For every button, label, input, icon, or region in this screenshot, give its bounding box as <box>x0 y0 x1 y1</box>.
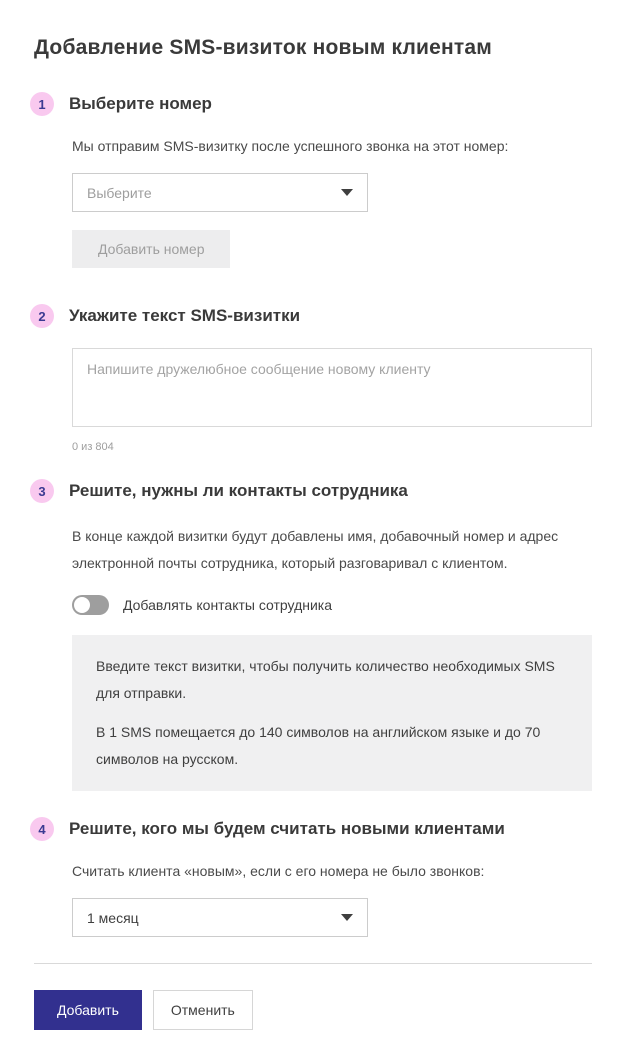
employee-contacts-toggle[interactable] <box>72 595 109 615</box>
step-4-description: Считать клиента «новым», если с его номера не было звонков: <box>72 863 485 879</box>
info-paragraph: В 1 SMS помещается до 140 символов на английском языке и до 70 символов на русском. <box>96 724 541 767</box>
step-employee-contacts <box>34 479 592 791</box>
step-new-client-definition <box>34 817 592 937</box>
sms-text-input[interactable] <box>72 348 592 427</box>
step-4-badge: 4 <box>30 817 54 841</box>
chevron-down-icon <box>341 189 353 196</box>
chevron-down-icon <box>341 914 353 921</box>
employee-contacts-toggle-label: Добавлять контакты сотрудника <box>123 597 333 613</box>
step-1-title: Выберите номер <box>69 94 212 113</box>
step-1-header <box>30 92 592 116</box>
step-4-header <box>30 817 592 841</box>
step-2-header <box>30 304 592 328</box>
step-sms-text <box>34 304 592 453</box>
step-3-title: Решите, нужны ли контакты сотрудника <box>69 481 408 500</box>
step-3-description: В конце каждой визитки будут добавлены имя, добавочный номер и адрес электронной почты сотрудника, который разговаривал с клиентом. <box>72 528 559 571</box>
info-paragraph: Введите текст визитки, чтобы получить количество необходимых SMS для отправки. <box>96 658 555 701</box>
step-1-badge: 1 <box>30 92 54 116</box>
number-select[interactable] <box>72 173 368 212</box>
sms-count-info-box <box>72 635 592 791</box>
toggle-knob <box>74 597 90 613</box>
step-4-title: Решите, кого мы будем считать новыми клиентами <box>69 819 505 838</box>
step-2-title: Укажите текст SMS-визитки <box>69 306 301 325</box>
step-1-description: Мы отправим SMS-визитку после успешного звонка на этот номер: <box>72 138 509 154</box>
footer-actions <box>34 990 592 1030</box>
step-3-header <box>30 479 592 503</box>
step-choose-number <box>34 92 592 278</box>
period-select[interactable] <box>72 898 368 937</box>
number-select-placeholder: Выберите <box>87 184 152 201</box>
footer-divider <box>34 963 592 964</box>
step-2-badge: 2 <box>30 304 54 328</box>
add-number-button[interactable]: Добавить номер <box>72 230 230 268</box>
employee-contacts-toggle-row <box>72 595 592 615</box>
submit-button[interactable]: Добавить <box>34 990 142 1030</box>
page-title: Добавление SMS-визиток новым клиентам <box>34 36 493 59</box>
period-select-value: 1 месяц <box>87 909 139 926</box>
step-3-badge: 3 <box>30 479 54 503</box>
cancel-button[interactable]: Отменить <box>153 990 253 1030</box>
char-counter: 0 из 804 <box>72 441 114 453</box>
